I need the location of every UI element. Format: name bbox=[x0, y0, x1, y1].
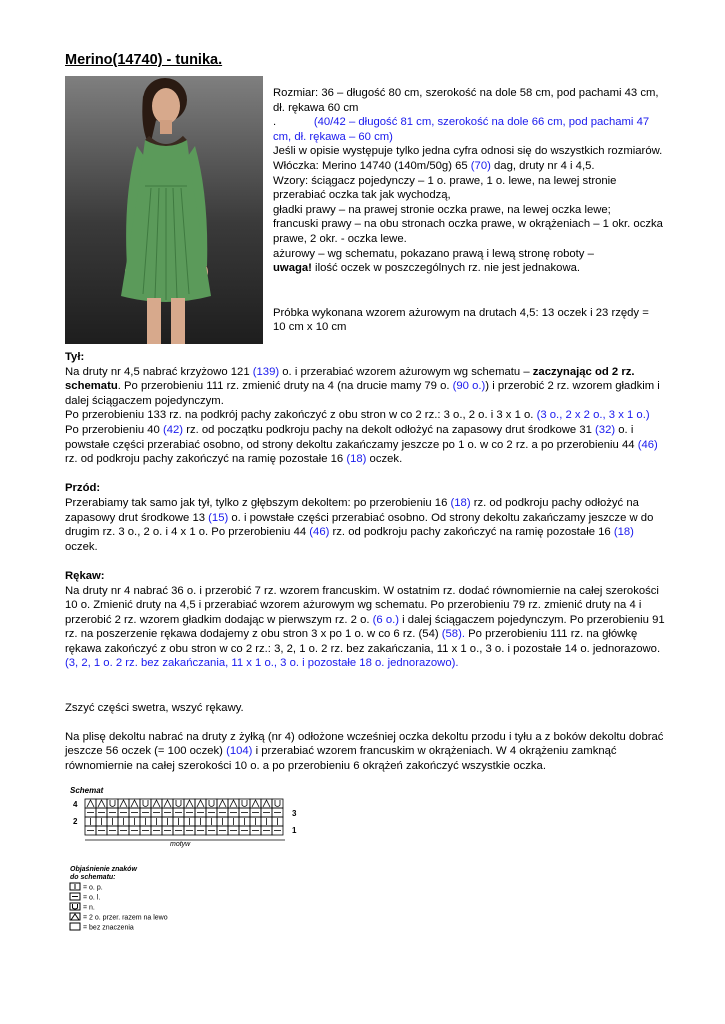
svg-text:= bez znaczenia: = bez znaczenia bbox=[83, 924, 134, 932]
section-heading-front: Przód: bbox=[65, 482, 101, 495]
legend-item bbox=[70, 883, 103, 892]
stitch-chart bbox=[65, 783, 305, 943]
back-paragraph: Na druty nr 4,5 nabrać krzyżowo 121 (139) o. i przerabiać wzorem ażurowym wg schematu – zaczynając od 2 rz. schematu. Po przerobieniu 111 rz. zmienić druty na 4 (na drucie mamy 79 o. (90 o.)) i przerobić 2 rz. wzorem gładkim i dalej ściągaczem pojedynczym. bbox=[65, 365, 660, 407]
legend-item bbox=[70, 903, 95, 912]
svg-text:= 2 o. przer. razem na lewo: = 2 o. przer. razem na lewo bbox=[83, 914, 168, 922]
pattern-line: ażurowy – wg schematu, pokazano prawą i lewą stronę roboty – uwaga! ilość oczek w poszczególnych rz. nie jest jednakowa. bbox=[273, 247, 594, 275]
yarn-line: Włóczka: Merino 14740 (140m/50g) 65 (70) dag, druty nr 4 i 4,5. bbox=[273, 159, 595, 172]
pattern-line: Wzory: ściągacz pojedynczy – 1 o. prawe, 1 o. lewe, na lewej stronie przerabiać oczka tak jak wychodzą, bbox=[273, 174, 617, 202]
chart-row-label: 3 bbox=[292, 809, 297, 818]
intro-text bbox=[273, 86, 663, 335]
section-heading-back: Tył: bbox=[65, 351, 85, 363]
legend-item bbox=[70, 923, 134, 932]
model-photo-icon bbox=[65, 76, 263, 344]
model-photo bbox=[65, 76, 263, 344]
size-line: Rozmiar: 36 – długość 80 cm, szerokość na dole 58 cm, pod pachami 43 cm, dł. rękawa 60 cm bbox=[273, 87, 659, 114]
size-line-alt: . (40/42 – długość 81 cm, szerokość na dole 66 cm, pod pachami 47 cm, dł. rękawa – 60 cm) bbox=[273, 116, 650, 143]
svg-text:= n.: = n. bbox=[83, 904, 95, 912]
chart-grid bbox=[85, 799, 283, 835]
legend-item bbox=[70, 893, 100, 902]
chart-row-label: 1 bbox=[292, 826, 297, 835]
chart-row-label: 4 bbox=[73, 800, 78, 809]
legend-title: do schematu: bbox=[70, 874, 116, 881]
chart-title: Schemat bbox=[70, 786, 104, 795]
pattern-line: gładki prawy – na prawej stronie oczka prawe, na lewej oczka lewe; bbox=[273, 203, 611, 216]
sleeve-paragraph: Na druty nr 4 nabrać 36 o. i przerobić 7 rz. wzorem francuskim. W ostatnim rz. dodać równomiernie na całej szerokości 10 o. Zmienić druty na 4,5 i przerabiać wzorem ażurowym wg schematu. Po przerobieniu 79 rz. zmienić druty na 4 i przerobić 2 rz. wzorem gładkim dodając w pierwszym rz. 2 o. (6 o.) i dalej ściągaczem pojedynczym. Po przerobieniu 91 rz. na poszerzenie rękawa dodajemy z obu stron 3 x po 1 o. w co 6 rz. (54) (58). Po przerobieniu 111 rz. na główkę rękawa zakończyć z obu stron w co 2 rz.: 3, 2, 1 o. 2 rz. bez zakańczania, 11 x 1 o., 3 o. i pozostałe 14 o. jednorazowo. (3, 2, 1 o. 2 rz. bez zakańczania, 11 x 1 o., 3 o. i pozostałe 18 o. jednorazowo). bbox=[65, 584, 665, 670]
chart-row-label: 2 bbox=[73, 817, 78, 826]
back-paragraph: Po przerobieniu 133 rz. na podkrój pachy zakończyć z obu stron w co 2 rz.: 3 o., 2 o. i 3 x 1 o. (3 o., 2 x 2 o., 3 x 1 o.) Po przerobieniu 40 (42) rz. od początku podkroju pachy na dekolt odłożyć na zapasowy drut środkowe 31 (32) o. i powstałe części przerabiać osobno, od strony dekoltu zakańczamy jeszcze po 1 o. w co 2 rz. a po przerobieniu 44 (46) rz. od podkroju pachy zakończyć na ramię pozostałe 16 (18) oczek. bbox=[65, 409, 658, 466]
gauge-sample: Próbka wykonana wzorem ażurowym na drutach 4,5: 13 oczek i 23 rzędy = 10 cm x 10 cm bbox=[273, 306, 649, 334]
instructions bbox=[65, 350, 665, 774]
svg-text:= o. p.: = o. p. bbox=[83, 884, 103, 892]
legend-item bbox=[70, 913, 168, 922]
section-heading-sleeve: Rękaw: bbox=[65, 569, 105, 582]
pattern-line: francuski prawy – na obu stronach oczka prawe, w okrążeniach – 1 okr. oczka prawe, 2 okr. - oczka lewe. bbox=[273, 218, 663, 245]
page-title: Merino(14740) - tunika. bbox=[65, 52, 223, 68]
collar-paragraph: Na plisę dekoltu nabrać na druty z żyłką (nr 4) odłożone wcześniej oczka dekoltu przodu i tyłu a z boków dekoltu dobrać jeszcze 56 oczek (= 100 oczek) (104) i przerabiać wzorem francuskim w okrążeniach. W 4 okrążeniu zamknąć równomiernie na całej szerokości 10 o. a po przerobieniu 6 okrążeń zakończyć wszystkie oczka. bbox=[65, 730, 664, 773]
size-note: Jeśli w opisie występuje tylko jedna cyfra odnosi się do wszystkich rozmiarów. bbox=[273, 145, 663, 158]
svg-text:= o. l.: = o. l. bbox=[83, 894, 101, 902]
legend-title: Objaśnienie znaków bbox=[70, 866, 137, 873]
front-paragraph: Przerabiamy tak samo jak tył, tylko z głębszym dekoltem: po przerobieniu 16 (18) rz. od podkroju pachy odłożyć na zapasowy drut środkowe 13 (15) o. i powstałe części przerabiać osobno. Od strony dekoltu zakańczamy jeszcze w do drugim rz. 3 o., 2 o. i 4 x 1 o. Po przerobieniu 44 (46) rz. od podkroju pachy zakończyć na ramię pozostałe 16 (18) oczek. bbox=[65, 496, 654, 553]
assembly-paragraph: Zszyć części swetra, wszyć rękawy. bbox=[65, 701, 244, 714]
motif-label: motyw bbox=[170, 841, 191, 848]
